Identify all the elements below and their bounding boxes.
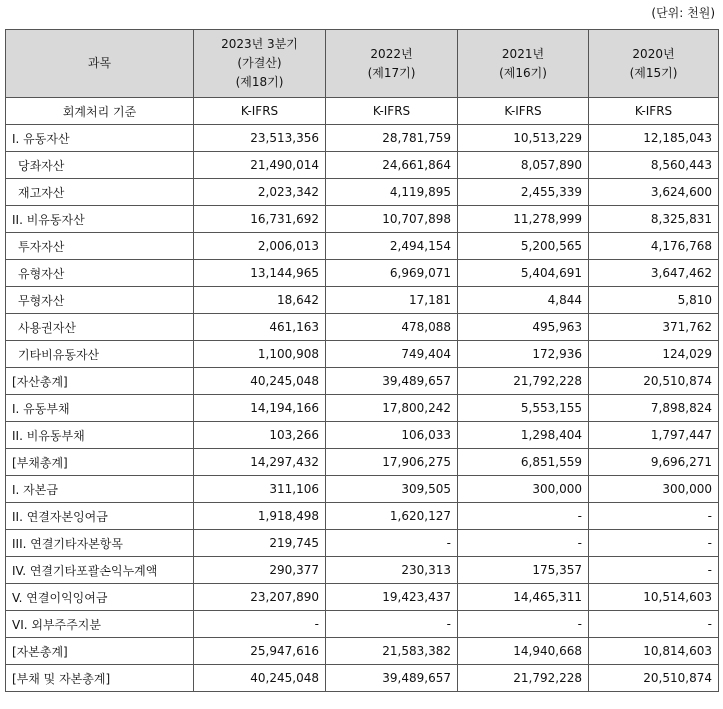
row-label: 재고자산 bbox=[6, 179, 194, 206]
row-label: 유형자산 bbox=[6, 260, 194, 287]
row-value: 14,465,311 bbox=[458, 584, 589, 611]
row-value: - bbox=[589, 503, 719, 530]
row-label: VI. 외부주주지분 bbox=[6, 611, 194, 638]
row-value: 17,906,275 bbox=[326, 449, 458, 476]
row-value: 4,119,895 bbox=[326, 179, 458, 206]
row-value: 20,510,874 bbox=[589, 665, 719, 692]
row-value: 21,490,014 bbox=[194, 152, 326, 179]
row-value: 10,513,229 bbox=[458, 125, 589, 152]
row-value: 5,200,565 bbox=[458, 233, 589, 260]
row-value: 10,707,898 bbox=[326, 206, 458, 233]
row-label: II. 비유동자산 bbox=[6, 206, 194, 233]
table-row bbox=[6, 638, 719, 665]
row-value: 311,106 bbox=[194, 476, 326, 503]
row-value: 6,969,071 bbox=[326, 260, 458, 287]
header-line: 과목 bbox=[87, 56, 112, 70]
row-value: 21,792,228 bbox=[458, 665, 589, 692]
row-value: 40,245,048 bbox=[194, 665, 326, 692]
row-value: 1,797,447 bbox=[589, 422, 719, 449]
table-row bbox=[6, 503, 719, 530]
row-value: 749,404 bbox=[326, 341, 458, 368]
row-label: 사용권자산 bbox=[6, 314, 194, 341]
table-row bbox=[6, 422, 719, 449]
row-value: 20,510,874 bbox=[589, 368, 719, 395]
header-subject bbox=[6, 30, 194, 98]
table-row bbox=[6, 476, 719, 503]
row-value: 8,057,890 bbox=[458, 152, 589, 179]
row-value: 124,029 bbox=[589, 341, 719, 368]
header-line: (제18기) bbox=[235, 75, 284, 89]
table-row bbox=[6, 584, 719, 611]
row-value: 495,963 bbox=[458, 314, 589, 341]
row-value: 290,377 bbox=[194, 557, 326, 584]
row-value: 17,800,242 bbox=[326, 395, 458, 422]
header-line: (제15기) bbox=[629, 65, 678, 80]
accounting-standard-2020: K-IFRS bbox=[589, 98, 719, 125]
row-value: 28,781,759 bbox=[326, 125, 458, 152]
table-row bbox=[6, 233, 719, 260]
row-value: - bbox=[458, 503, 589, 530]
accounting-standard-2021: K-IFRS bbox=[458, 98, 589, 125]
row-value: 10,514,603 bbox=[589, 584, 719, 611]
row-value: 13,144,965 bbox=[194, 260, 326, 287]
row-value: 23,207,890 bbox=[194, 584, 326, 611]
header-line: 2023년 3분기 bbox=[221, 37, 298, 51]
table-row bbox=[6, 314, 719, 341]
row-value: 106,033 bbox=[326, 422, 458, 449]
row-value: 17,181 bbox=[326, 287, 458, 314]
row-label: [부채총계] bbox=[6, 449, 194, 476]
row-value: 9,696,271 bbox=[589, 449, 719, 476]
header-2020 bbox=[589, 30, 719, 98]
header-2023q3 bbox=[194, 30, 326, 98]
row-value: 4,844 bbox=[458, 287, 589, 314]
row-label: 당좌자산 bbox=[6, 152, 194, 179]
table-row bbox=[6, 179, 719, 206]
accounting-standard-label: 회계처리 기준 bbox=[6, 98, 194, 125]
row-label: [부채 및 자본총계] bbox=[6, 665, 194, 692]
table-row bbox=[6, 395, 719, 422]
row-value: 2,023,342 bbox=[194, 179, 326, 206]
row-value: - bbox=[194, 611, 326, 638]
header-line: 2020년 bbox=[632, 46, 675, 61]
row-value: 5,810 bbox=[589, 287, 719, 314]
row-value: 3,624,600 bbox=[589, 179, 719, 206]
row-value: - bbox=[589, 557, 719, 584]
row-value: 2,455,339 bbox=[458, 179, 589, 206]
table-row bbox=[6, 125, 719, 152]
row-value: 8,325,831 bbox=[589, 206, 719, 233]
row-value: 21,583,382 bbox=[326, 638, 458, 665]
row-value: 40,245,048 bbox=[194, 368, 326, 395]
row-value: 18,642 bbox=[194, 287, 326, 314]
header-line: (가결산) bbox=[237, 56, 282, 70]
row-value: 300,000 bbox=[458, 476, 589, 503]
row-value: 175,357 bbox=[458, 557, 589, 584]
row-value: - bbox=[326, 611, 458, 638]
row-value: 19,423,437 bbox=[326, 584, 458, 611]
row-value: - bbox=[326, 530, 458, 557]
unit-note: (단위: 천원) bbox=[651, 6, 715, 20]
row-value: 219,745 bbox=[194, 530, 326, 557]
table-row bbox=[6, 530, 719, 557]
row-label: [자본총계] bbox=[6, 638, 194, 665]
table-row bbox=[6, 287, 719, 314]
row-value: 172,936 bbox=[458, 341, 589, 368]
row-value: 11,278,999 bbox=[458, 206, 589, 233]
row-value: 23,513,356 bbox=[194, 125, 326, 152]
row-value: 16,731,692 bbox=[194, 206, 326, 233]
row-value: 371,762 bbox=[589, 314, 719, 341]
row-value: 24,661,864 bbox=[326, 152, 458, 179]
table-row bbox=[6, 341, 719, 368]
row-value: 2,006,013 bbox=[194, 233, 326, 260]
row-value: 103,266 bbox=[194, 422, 326, 449]
row-value: - bbox=[458, 530, 589, 557]
table-row bbox=[6, 206, 719, 233]
table-row bbox=[6, 665, 719, 692]
row-label: IV. 연결기타포괄손익누계액 bbox=[6, 557, 194, 584]
row-value: 1,100,908 bbox=[194, 341, 326, 368]
header-line: (제16기) bbox=[499, 65, 547, 80]
row-value: 39,489,657 bbox=[326, 665, 458, 692]
header-line: 2021년 bbox=[501, 46, 545, 61]
row-label: III. 연결기타자본항목 bbox=[6, 530, 194, 557]
row-value: 1,620,127 bbox=[326, 503, 458, 530]
table-row bbox=[6, 260, 719, 287]
row-label: I. 유동부채 bbox=[6, 395, 194, 422]
table-row bbox=[6, 449, 719, 476]
table-row bbox=[6, 368, 719, 395]
row-label: 무형자산 bbox=[6, 287, 194, 314]
row-value: 25,947,616 bbox=[194, 638, 326, 665]
row-value: - bbox=[589, 611, 719, 638]
row-value: 5,404,691 bbox=[458, 260, 589, 287]
row-label: II. 비유동부채 bbox=[6, 422, 194, 449]
header-line: 2022년 bbox=[370, 46, 413, 61]
row-value: - bbox=[589, 530, 719, 557]
table-row bbox=[6, 557, 719, 584]
row-value: 2,494,154 bbox=[326, 233, 458, 260]
row-value: 4,176,768 bbox=[589, 233, 719, 260]
row-label: [자산총계] bbox=[6, 368, 194, 395]
row-value: 14,297,432 bbox=[194, 449, 326, 476]
accounting-standard-2022: K-IFRS bbox=[326, 98, 458, 125]
row-label: I. 유동자산 bbox=[6, 125, 194, 152]
row-label: 기타비유동자산 bbox=[6, 341, 194, 368]
row-value: 10,814,603 bbox=[589, 638, 719, 665]
header-line: (제17기) bbox=[367, 65, 416, 80]
row-value: - bbox=[458, 611, 589, 638]
row-value: 1,918,498 bbox=[194, 503, 326, 530]
row-value: 230,313 bbox=[326, 557, 458, 584]
row-label: V. 연결이익잉여금 bbox=[6, 584, 194, 611]
row-label: I. 자본금 bbox=[6, 476, 194, 503]
header-2022 bbox=[326, 30, 458, 98]
accounting-standard-row bbox=[6, 98, 719, 125]
row-value: 1,298,404 bbox=[458, 422, 589, 449]
table-body bbox=[6, 98, 719, 692]
table-row bbox=[6, 152, 719, 179]
row-value: 21,792,228 bbox=[458, 368, 589, 395]
row-value: 8,560,443 bbox=[589, 152, 719, 179]
header-2021 bbox=[458, 30, 589, 98]
row-label: 투자자산 bbox=[6, 233, 194, 260]
row-value: 7,898,824 bbox=[589, 395, 719, 422]
row-value: 300,000 bbox=[589, 476, 719, 503]
row-value: 12,185,043 bbox=[589, 125, 719, 152]
row-value: 6,851,559 bbox=[458, 449, 589, 476]
accounting-standard-2023q3: K-IFRS bbox=[194, 98, 326, 125]
row-label: II. 연결자본잉여금 bbox=[6, 503, 194, 530]
row-value: 14,940,668 bbox=[458, 638, 589, 665]
row-value: 309,505 bbox=[326, 476, 458, 503]
row-value: 478,088 bbox=[326, 314, 458, 341]
row-value: 14,194,166 bbox=[194, 395, 326, 422]
table-row bbox=[6, 611, 719, 638]
row-value: 39,489,657 bbox=[326, 368, 458, 395]
row-value: 3,647,462 bbox=[589, 260, 719, 287]
row-value: 461,163 bbox=[194, 314, 326, 341]
table-header-row bbox=[6, 30, 719, 98]
row-value: 5,553,155 bbox=[458, 395, 589, 422]
financial-table bbox=[5, 29, 719, 692]
